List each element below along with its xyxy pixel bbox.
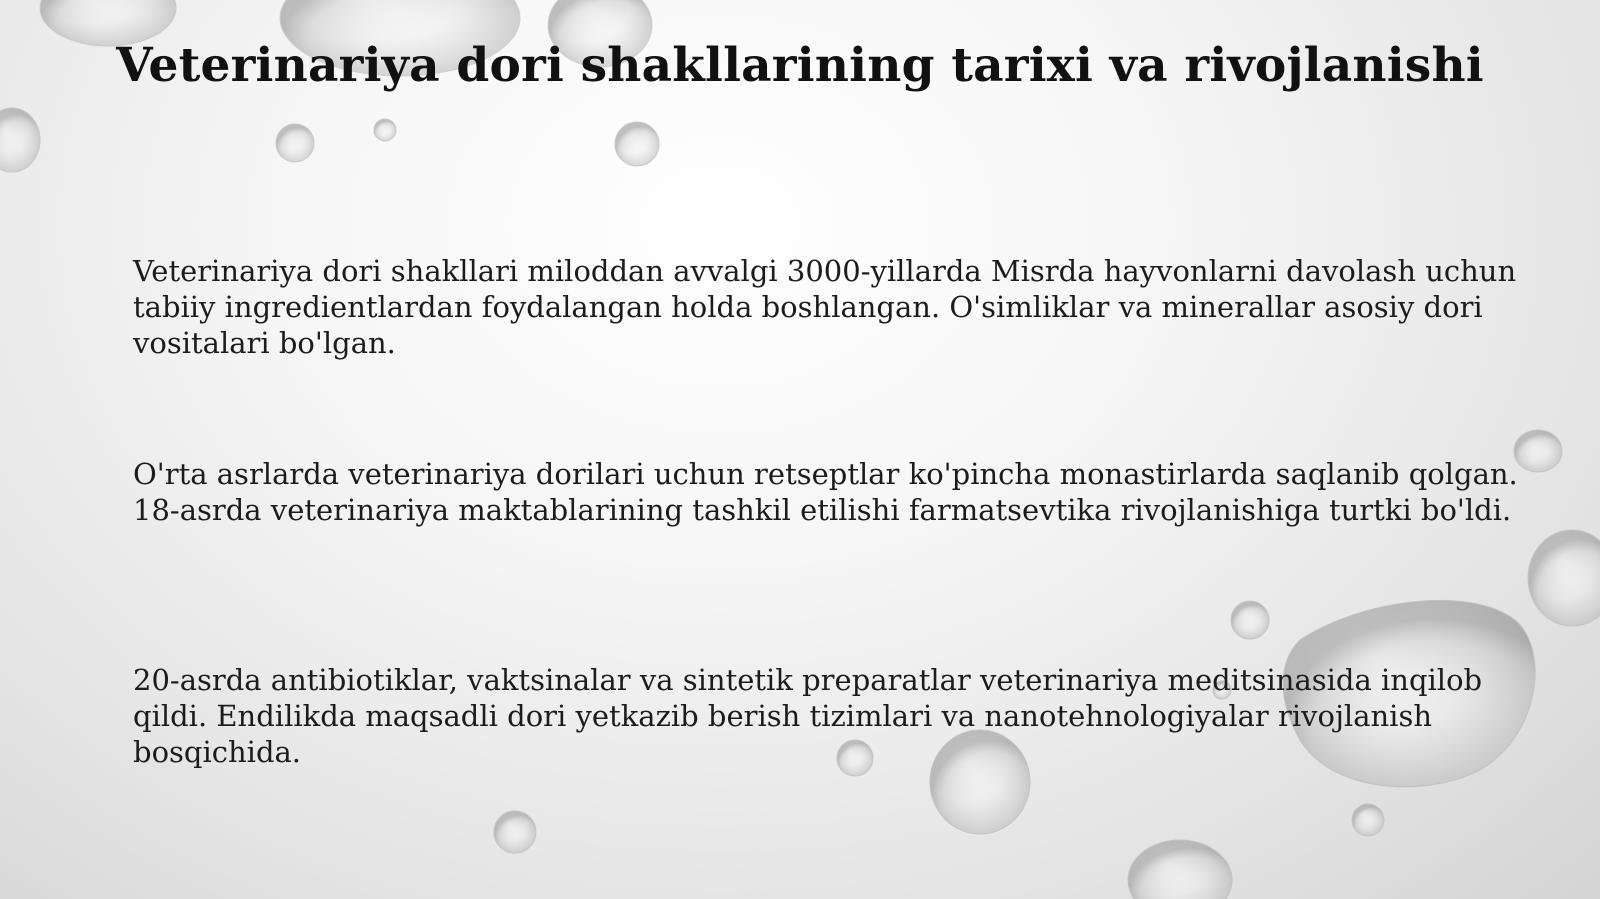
droplet bbox=[374, 119, 396, 141]
droplet bbox=[1528, 530, 1600, 626]
slide-title: Veterinariya dori shakllarining tarixi va rivojlanishi bbox=[116, 38, 1484, 93]
droplet bbox=[276, 124, 314, 162]
paragraph-modern-era: 20-asrda antibiotiklar, vaktsinalar va sintetik preparatlar veterinariya meditsinasida inqilob qildi. Endilikda maqsadli dori yetkazib berish tizimlari va nanotehnologiyalar rivojlanish bosqichida. bbox=[133, 663, 1483, 769]
droplet bbox=[615, 122, 659, 166]
droplet bbox=[494, 811, 536, 853]
droplet bbox=[1128, 840, 1232, 899]
paragraph-middle-ages: O'rta asrlarda veterinariya dorilari uchun retseptlar ko'pincha monastirlarda saqlanib qolgan. 18-asrda veterinariya maktablarining tashkil etilishi farmatsevtika rivojlanishiga turtki bo'ldi. bbox=[133, 457, 1518, 527]
droplet bbox=[1231, 601, 1269, 639]
droplet bbox=[0, 108, 40, 172]
paragraph-ancient-history: Veterinariya dori shakllari miloddan avvalgi 3000-yillarda Misrda hayvonlarni davolash uchun tabiiy ingredientlardan foydalangan holda boshlangan. O'simliklar va minerallar asosiy dori vositalari bo'lgan. bbox=[133, 254, 1517, 360]
droplet bbox=[1352, 804, 1384, 836]
